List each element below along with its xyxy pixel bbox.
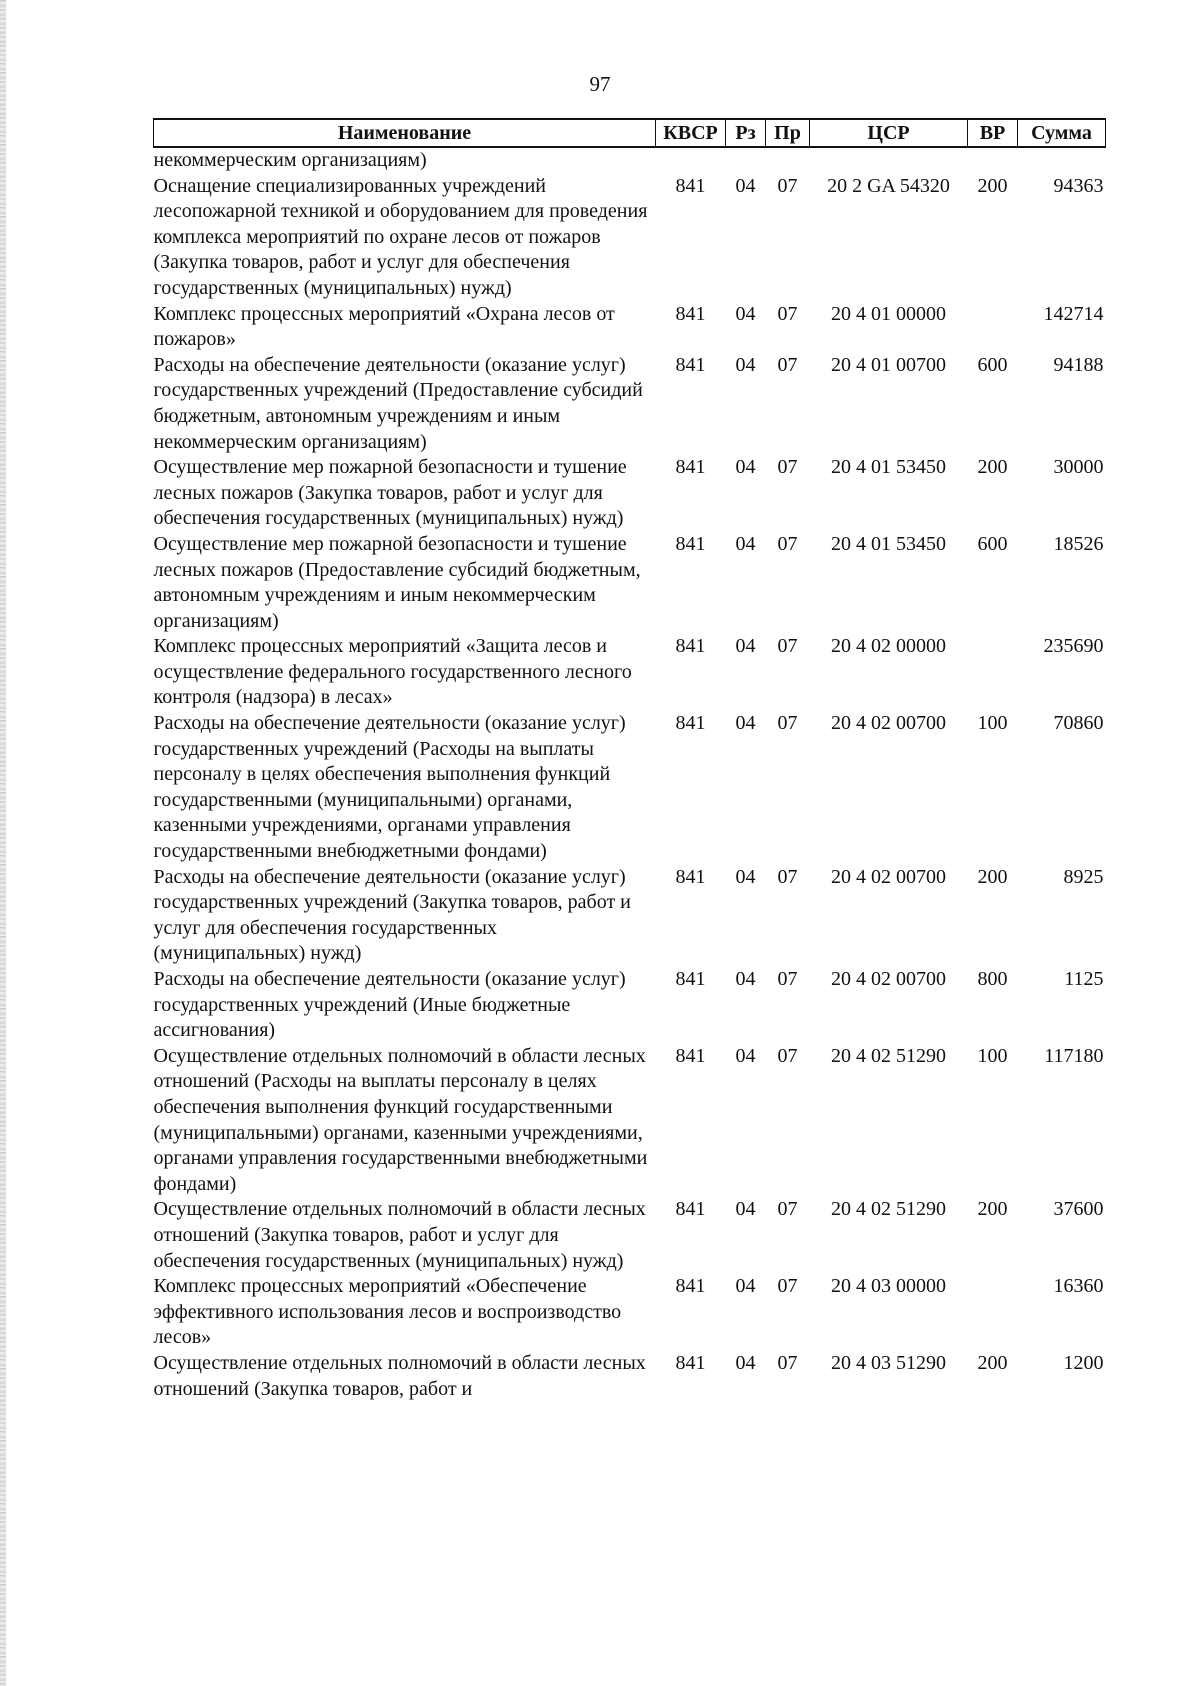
cell-sum: 142714 xyxy=(1043,302,1104,325)
cell-sum: 94188 xyxy=(1053,353,1104,376)
header-sum: Сумма xyxy=(1018,119,1106,147)
cell-csr: 20 4 01 00700 xyxy=(831,353,946,376)
table-row xyxy=(154,1197,1106,1274)
cell-vr: 600 xyxy=(977,353,1008,376)
cell-sum: 235690 xyxy=(1043,635,1104,658)
cell-rz: 04 xyxy=(735,968,756,990)
cell-sum: 94363 xyxy=(1053,174,1104,197)
cell-sum: 37600 xyxy=(1053,1198,1104,1221)
cell-sum: 117180 xyxy=(1044,1044,1104,1067)
cell-sum: 1125 xyxy=(1064,968,1104,990)
cell-vr: 100 xyxy=(977,712,1008,735)
header-row xyxy=(154,119,1106,147)
cell-rz: 04 xyxy=(735,1198,756,1221)
cell-kvsr: 841 xyxy=(675,302,706,325)
cell-pr: 07 xyxy=(777,865,798,888)
cell-pr: 07 xyxy=(777,1351,798,1374)
cell-pr: 07 xyxy=(777,174,798,197)
cell-vr: 200 xyxy=(977,1198,1008,1221)
cell-rz xyxy=(726,147,766,174)
cell-name: Расходы на обеспечение деятельности (оказание услуг) государственных учреждений (Иные бюджетные ассигнования) xyxy=(153,968,626,1042)
cell-pr: 07 xyxy=(777,635,798,658)
cell-kvsr: 841 xyxy=(675,1044,706,1067)
cell-kvsr: 841 xyxy=(675,865,706,888)
table-row xyxy=(154,1044,1106,1198)
cell-pr: 07 xyxy=(777,302,798,325)
cell-name: Осуществление мер пожарной безопасности и тушение лесных пожаров (Предоставление субсидий бюджетным, автономным учреждениям и иным некоммерческим организациям) xyxy=(153,532,641,632)
cell-kvsr: 841 xyxy=(675,532,706,555)
page-number: 97 xyxy=(589,72,611,96)
table-row xyxy=(154,711,1106,865)
cell-csr: 20 4 01 00000 xyxy=(831,302,946,325)
cell-name: Осуществление отдельных полномочий в области лесных отношений (Закупка товаров, работ и услуг для обеспечения государственных (муниципальных) нужд) xyxy=(153,1198,646,1272)
table-row xyxy=(154,532,1106,634)
cell-csr: 20 4 02 51290 xyxy=(831,1044,946,1067)
cell-rz: 04 xyxy=(735,712,756,735)
header-rz: Рз xyxy=(726,119,766,147)
header-kvsr: КВСР xyxy=(656,119,726,147)
cell-name: Расходы на обеспечение деятельности (оказание услуг) государственных учреждений (Закупка товаров, работ и услуг для обеспечения государственных (муниципальных) нужд) xyxy=(153,865,631,965)
cell-csr: 20 4 02 51290 xyxy=(831,1198,946,1221)
cell-kvsr: 841 xyxy=(675,635,706,658)
cell-kvsr: 841 xyxy=(675,353,706,376)
cell-vr: 200 xyxy=(977,1351,1008,1374)
cell-csr: 20 2 GA 54320 xyxy=(827,174,950,197)
cell-vr: 100 xyxy=(977,1044,1008,1067)
cell-name: Комплекс процессных мероприятий «Обеспечение эффективного использования лесов и воспроизводство лесов» xyxy=(153,1275,622,1349)
table-row xyxy=(154,1351,1106,1402)
cell-vr: 800 xyxy=(977,968,1008,990)
cell-rz: 04 xyxy=(735,865,756,888)
cell-name: Осуществление мер пожарной безопасности и тушение лесных пожаров (Закупка товаров, работ и услуг для обеспечения государственных (муниципальных) нужд) xyxy=(153,456,627,530)
cell-sum xyxy=(1018,147,1106,174)
cell-csr: 20 4 02 00000 xyxy=(831,635,946,658)
cell-sum: 8925 xyxy=(1063,865,1104,888)
table-row xyxy=(154,455,1106,532)
cell-name: Осуществление отдельных полномочий в области лесных отношений (Закупка товаров, работ и xyxy=(153,1351,646,1400)
cell-rz: 04 xyxy=(735,635,756,658)
cell-name: Расходы на обеспечение деятельности (оказание услуг) государственных учреждений (Предоставление субсидий бюджетным, автономным учреждениям и иным некоммерческим организациям) xyxy=(153,353,643,453)
table-body xyxy=(154,147,1106,1402)
table-row xyxy=(154,1274,1106,1351)
table-row xyxy=(154,353,1106,455)
cell-pr: 07 xyxy=(777,1044,798,1067)
cell-kvsr xyxy=(656,147,726,174)
header-name: Наименование xyxy=(154,119,656,147)
cell-rz: 04 xyxy=(735,353,756,376)
cell-pr: 07 xyxy=(777,968,798,990)
cell-rz: 04 xyxy=(735,456,756,479)
scan-edge xyxy=(0,0,6,1686)
cell-vr xyxy=(968,1274,1018,1351)
cell-pr: 07 xyxy=(777,353,798,376)
cell-vr: 600 xyxy=(977,532,1008,555)
cell-vr: 200 xyxy=(977,174,1008,197)
cell-rz: 04 xyxy=(735,1275,756,1298)
cell-kvsr: 841 xyxy=(675,1198,706,1221)
cell-kvsr: 841 xyxy=(675,1351,706,1374)
cell-pr: 07 xyxy=(777,712,798,735)
cell-sum: 30000 xyxy=(1053,456,1104,479)
cell-csr: 20 4 02 00700 xyxy=(831,712,946,735)
header-csr: ЦСР xyxy=(810,119,968,147)
header-pr: Пр xyxy=(766,119,810,147)
cell-name: Осуществление отдельных полномочий в области лесных отношений (Расходы на выплаты персоналу в целях обеспечения выполнения функций государственными (муниципальными) органами, казенными учреждениями, органами управления государственными внебюджетными фондами) xyxy=(153,1044,648,1195)
cell-pr: 07 xyxy=(777,1198,798,1221)
cell-csr: 20 4 03 00000 xyxy=(831,1275,946,1298)
cell-vr xyxy=(968,302,1018,353)
cell-rz: 04 xyxy=(735,532,756,555)
table-header xyxy=(154,119,1106,147)
cell-csr: 20 4 01 53450 xyxy=(831,532,946,555)
cell-vr: 200 xyxy=(977,865,1008,888)
cell-sum: 18526 xyxy=(1053,532,1104,555)
cell-csr: 20 4 01 53450 xyxy=(831,456,946,479)
table-row xyxy=(154,634,1106,711)
cell-kvsr: 841 xyxy=(675,456,706,479)
cell-name: Расходы на обеспечение деятельности (оказание услуг) государственных учреждений (Расходы на выплаты персоналу в целях обеспечения выполнения функций государственными (муниципальными) органами, казенными учреждениями, органами управления государственными внебюджетными фондами) xyxy=(153,712,626,863)
cell-vr: 200 xyxy=(977,456,1008,479)
cell-rz: 04 xyxy=(735,1044,756,1067)
cell-pr: 07 xyxy=(777,1275,798,1298)
table-row xyxy=(154,967,1106,1044)
cell-kvsr: 841 xyxy=(675,1275,706,1298)
table-row xyxy=(154,302,1106,353)
cell-pr: 07 xyxy=(777,456,798,479)
cell-rz: 04 xyxy=(735,1351,756,1374)
table-row xyxy=(154,865,1106,967)
cell-vr xyxy=(968,634,1018,711)
cell-csr: 20 4 02 00700 xyxy=(831,865,946,888)
cell-csr xyxy=(810,147,968,174)
cell-rz: 04 xyxy=(735,174,756,197)
cell-name: некоммерческим организациям) xyxy=(153,149,427,171)
table-row xyxy=(154,174,1106,302)
cell-name: Комплекс процессных мероприятий «Защита лесов и осуществление федерального государственного лесного контроля (надзора) в лесах» xyxy=(153,635,632,709)
cell-sum: 70860 xyxy=(1053,712,1104,735)
cell-name: Комплекс процессных мероприятий «Охрана лесов от пожаров» xyxy=(153,302,615,351)
header-vr: ВР xyxy=(968,119,1018,147)
cell-pr xyxy=(766,147,810,174)
table-row xyxy=(154,147,1106,174)
cell-rz: 04 xyxy=(735,302,756,325)
cell-kvsr: 841 xyxy=(675,712,706,735)
cell-sum: 16360 xyxy=(1053,1275,1104,1298)
cell-kvsr: 841 xyxy=(675,968,706,990)
cell-vr xyxy=(968,147,1018,174)
cell-sum: 1200 xyxy=(1063,1351,1104,1374)
cell-kvsr: 841 xyxy=(675,174,706,197)
cell-csr: 20 4 02 00700 xyxy=(831,968,946,990)
cell-name: Оснащение специализированных учреждений лесопожарной техникой и оборудованием для проведения комплекса мероприятий по охране лесов от пожаров (Закупка товаров, работ и услуг для обеспечения государственных (муниципальных) нужд) xyxy=(153,174,648,299)
cell-csr: 20 4 03 51290 xyxy=(831,1351,946,1374)
cell-pr: 07 xyxy=(777,532,798,555)
budget-table xyxy=(153,118,1106,1402)
